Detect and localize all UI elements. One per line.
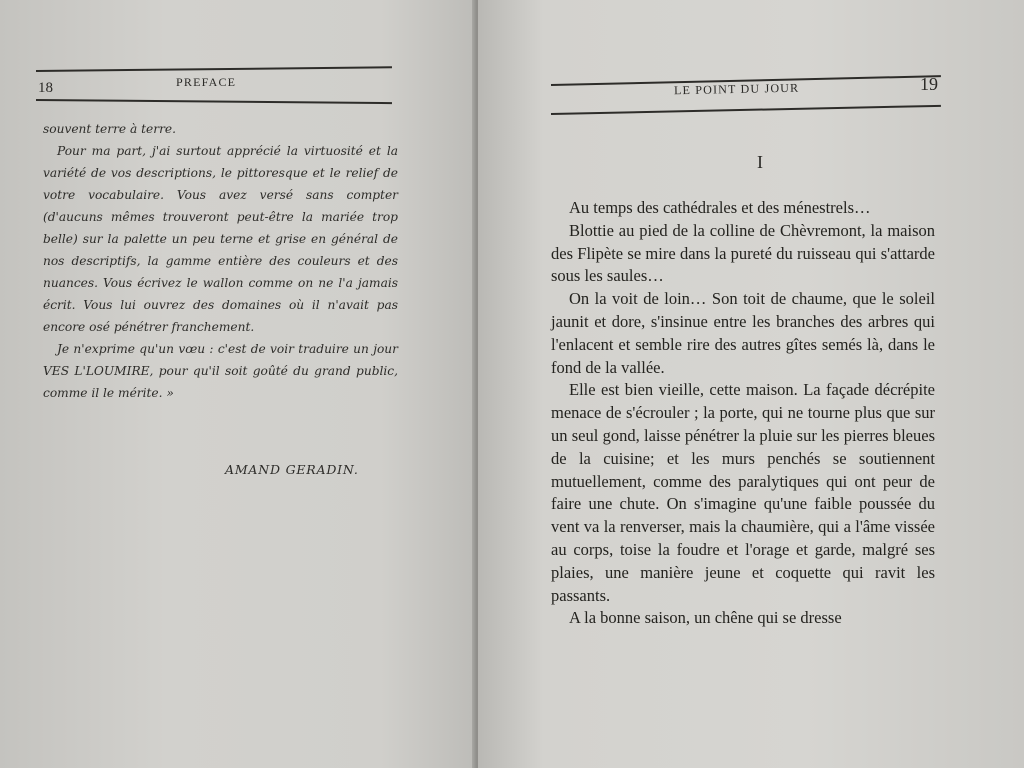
- chapter-number: I: [757, 152, 763, 172]
- paragraph: Blottie au pied de la colline de Chèvremont, la maison des Flipète se mire dans la pureté du ruisseau qui s'attarde sous les saules…: [551, 220, 935, 286]
- right-running-head: LE POINT DU JOUR: [673, 80, 800, 98]
- header-rule-bottom: [36, 99, 392, 104]
- paragraph: Je n'exprime qu'un vœu : c'est de voir traduire un jour VES L'LOUMIRE, pour qu'il soit goûté du grand public, comme il le mérite. »: [43, 342, 398, 400]
- paragraph: Pour ma part, j'ai surtout apprécié la virtuosité et la variété de vos descriptions, le pittoresque et le relief de votre vocabulaire. Vous avez versé sans compter (d'aucuns mêmes trouveront peut-être la mariée trop belle) sur la palette un peu terne et grise en général de nos descriptifs, la gamme entière des couleurs et des nuances. Vous écrivez le wallon comme on ne l'a jamais écrit. Vous lui ouvrez des domaines où il n'avait pas encore osé pénétrer franchement.: [43, 144, 398, 334]
- header-rule-bottom: [551, 105, 941, 115]
- right-page-number: 19: [920, 74, 938, 94]
- left-page: [0, 0, 476, 768]
- header-rule-top: [36, 66, 392, 72]
- paragraph: souvent terre à terre.: [43, 122, 176, 136]
- paragraph: Au temps des cathédrales et des ménestrels…: [569, 198, 871, 217]
- preface-body: [43, 118, 398, 404]
- paragraph: On la voit de loin… Son toit de chaume, que le soleil jaunit et dore, s'insinue entre les branches des arbres qui l'enlacent et semble rire des autres gîtes semés là, dans le fond de la vallée.: [551, 289, 935, 377]
- paragraph: A la bonne saison, un chêne qui se dresse: [569, 608, 842, 628]
- left-page-number: 18: [38, 80, 53, 96]
- left-running-head: PREFACE: [176, 75, 237, 89]
- signature: AMAND GERADIN.: [225, 462, 359, 477]
- paragraph: Elle est bien vieille, cette maison. La façade décrépite menace de s'écrouler ; la porte, qui ne tourne plus que sur un seul gond, laisse pénétrer la pluie sur les pierres bleues de la cuisine; et les murs penchés se soutiennent mutuellement, comme des paralytiques qui ont peur de faire une chute. On s'imagine qu'une faible poussée du vent va la renverser, mais la chaumière, qui a l'âme vissée au corps, toise la foudre et l'orage et garde, malgré ses plaies, une manière jeune et coquette qui ravit les passants.: [551, 380, 935, 605]
- chapter-body: [551, 197, 935, 630]
